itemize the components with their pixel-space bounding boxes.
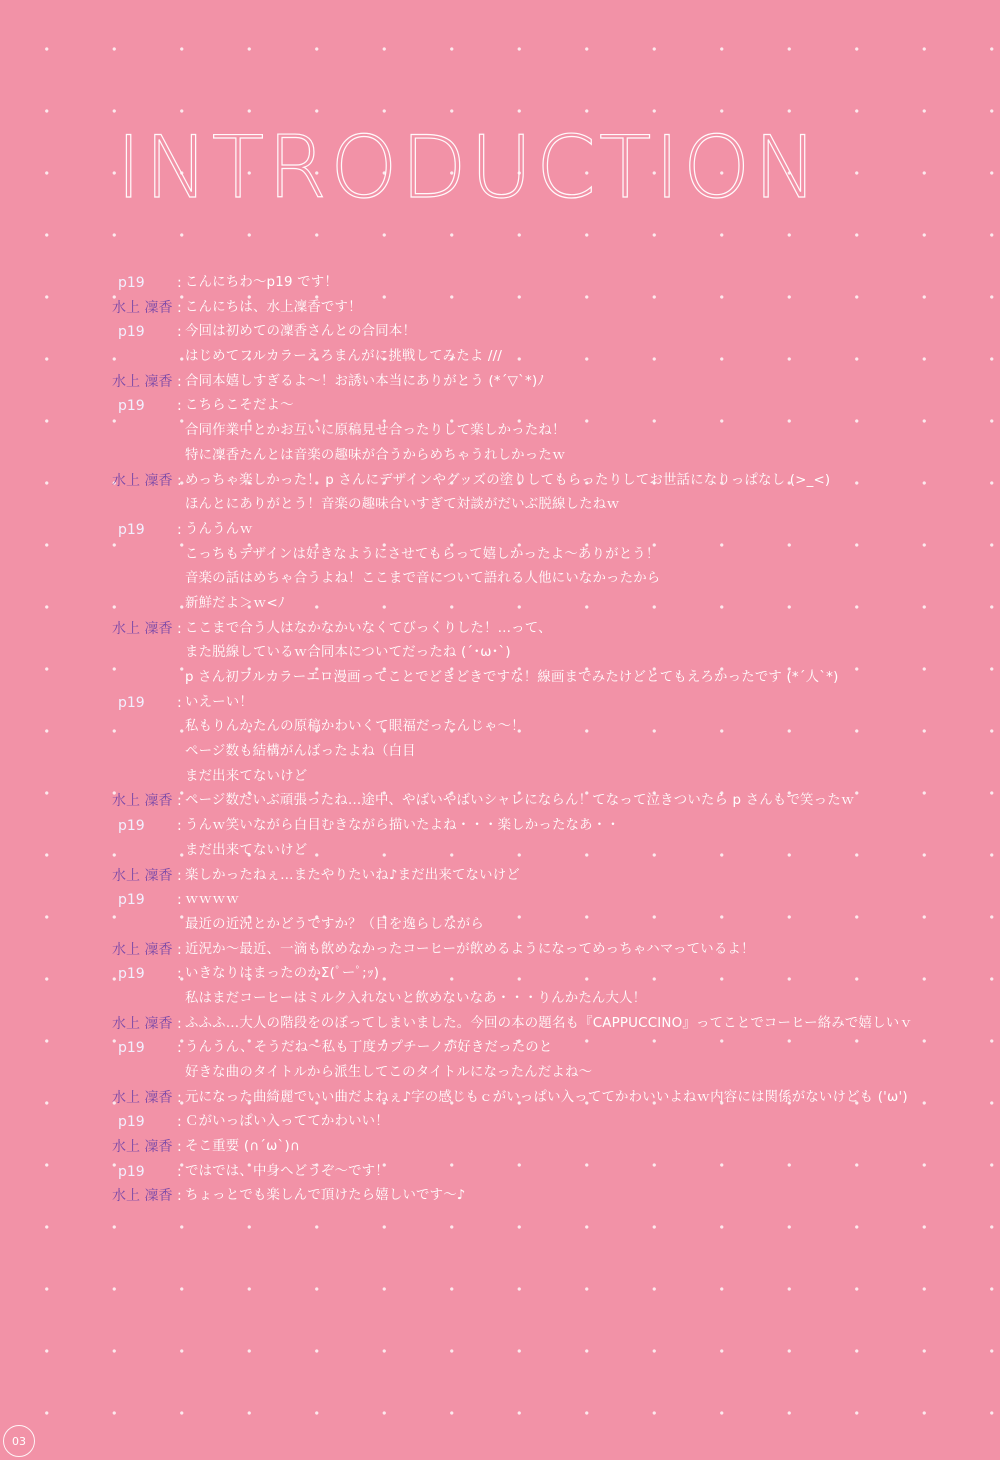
dialogue-line bbox=[112, 666, 992, 691]
dialogue-text: いえーい！ bbox=[185, 694, 253, 710]
speaker-name: 水上 凜香 bbox=[112, 299, 173, 316]
dialogue-text: こんにちわ～p19 です！ bbox=[185, 275, 338, 290]
dialogue-line bbox=[112, 938, 992, 963]
dialogue-text: めっちゃ楽しかった！ p さんにデザインやグッズの塗りしてもらったりしてお世話になりっぱなし (>_<) bbox=[185, 472, 831, 488]
speaker-colon: : bbox=[177, 521, 182, 538]
speaker-colon: : bbox=[177, 892, 182, 909]
dialogue-text: ほんとにありがとう！音楽の趣味合いすぎて対談がだいぶ脱線したねｗ bbox=[185, 497, 620, 513]
dialogue-text: まだ出来てないけど bbox=[185, 842, 308, 858]
speaker-colon: : bbox=[177, 472, 182, 489]
speaker-name: 水上 凜香 bbox=[112, 1188, 173, 1205]
dialogue-line bbox=[112, 715, 992, 740]
page-number-badge: 03 bbox=[3, 1425, 35, 1457]
dialogue-text: 新鮮だよ＞ｗ<ﾉ bbox=[185, 595, 285, 611]
dialogue-text: ｗｗｗｗ bbox=[185, 892, 240, 908]
dialogue-line bbox=[112, 493, 992, 518]
speaker-name: p19 bbox=[118, 275, 145, 291]
dialogue-text: ページ数だいぶ頑張ったね…途中、やばいやばいシャレにならん！てなって泣きついたら p さんもで笑ったｗ bbox=[185, 793, 855, 809]
dialogue-text: 私もりんかたんの原稿かわいくて眼福だったんじゃ～！ bbox=[185, 719, 525, 735]
speaker-name: 水上 凜香 bbox=[112, 1089, 173, 1106]
dialogue-line bbox=[112, 444, 992, 469]
dialogue-text: こっちもデザインは好きなようにさせてもらって嬉しかったよ～ありがとう！ bbox=[185, 546, 660, 562]
dialogue-text: 合同作業中とかお互いに原稿見せ合ったりして楽しかったね！ bbox=[185, 423, 566, 439]
dialogue-line bbox=[112, 1184, 992, 1209]
speaker-colon: : bbox=[177, 1040, 182, 1057]
dialogue-line bbox=[112, 913, 992, 938]
speaker-name: p19 bbox=[118, 324, 145, 341]
dialogue-line bbox=[112, 320, 992, 345]
dialogue-line bbox=[112, 370, 992, 395]
dialogue-text: うんうんｗ bbox=[185, 521, 253, 537]
dialogue-line bbox=[112, 271, 992, 296]
dialogue-text: うんｗ笑いながら白目むきながら描いたよね・・・楽しかったなあ・・ bbox=[185, 818, 620, 834]
dialogue-line bbox=[112, 1012, 992, 1037]
speaker-colon: : bbox=[177, 275, 182, 291]
dialogue-text: はじめてフルカラーえろまんがに挑戦してみたよ /// bbox=[185, 349, 503, 365]
dialogue-line bbox=[112, 617, 992, 642]
speaker-name: p19 bbox=[118, 398, 145, 415]
speaker-colon: : bbox=[177, 324, 182, 341]
dialogue-text: こんにちは、水上凜香です！ bbox=[185, 299, 362, 315]
speaker-colon: : bbox=[177, 1139, 182, 1156]
speaker-colon: : bbox=[177, 941, 182, 958]
dialogue-text: いきなりはまったのかΣ(ﾟーﾟ;ｯ) bbox=[185, 966, 380, 982]
dialogue-text: 音楽の話はめちゃ合うよね！ここまで音について語れる人他にいなかったから bbox=[185, 571, 661, 587]
speaker-name: 水上 凜香 bbox=[112, 1015, 173, 1032]
dialogue-line bbox=[112, 765, 992, 790]
page-title: INTRODUCTION bbox=[116, 118, 821, 218]
speaker-name: p19 bbox=[118, 1114, 145, 1131]
dialogue-line bbox=[112, 419, 992, 444]
dialogue-line bbox=[112, 814, 992, 839]
speaker-name: 水上 凜香 bbox=[112, 941, 173, 958]
speaker-colon: : bbox=[177, 1089, 182, 1106]
dialogue-text: うんうん、そうだね～私も丁度カプチーノが好きだったのと bbox=[185, 1040, 553, 1056]
speaker-colon: : bbox=[177, 818, 182, 835]
dialogue-line bbox=[112, 839, 992, 864]
dialogue-text: 近況か～最近、一滴も飲めなかったコーヒーが飲めるようになってめっちゃハマっているよ！ bbox=[185, 941, 755, 957]
dialogue-line bbox=[112, 567, 992, 592]
dialogue-line bbox=[112, 888, 992, 913]
dialogue-text: ページ数も結構がんばったよね（白目 bbox=[185, 744, 416, 760]
speaker-name: 水上 凜香 bbox=[112, 620, 173, 637]
dialogue-text: 合同本嬉しすぎるよ～！お誘い本当にありがとう (*´▽`*)ﾉ bbox=[185, 373, 545, 389]
dialogue-line bbox=[112, 543, 992, 568]
dialogue-text: Ｃがいっぱい入っててかわいい！ bbox=[185, 1114, 389, 1130]
dialogue-text: ちょっとでも楽しんで頂けたら嬉しいです～♪ bbox=[185, 1188, 466, 1204]
speaker-colon: : bbox=[177, 1015, 182, 1032]
dialogue-text: そこ重要 (∩´ω`)∩ bbox=[185, 1139, 300, 1155]
speaker-colon: : bbox=[177, 299, 182, 316]
dialogue-text: ここまで合う人はなかなかいなくてびっくりした！…って、 bbox=[185, 620, 552, 636]
speaker-name: p19 bbox=[118, 1040, 145, 1057]
dialogue-line bbox=[112, 518, 992, 543]
dialogue-list bbox=[112, 271, 992, 1209]
speaker-colon: : bbox=[177, 793, 182, 810]
speaker-name: p19 bbox=[118, 818, 145, 835]
dialogue-line bbox=[112, 864, 992, 889]
speaker-name: p19 bbox=[118, 694, 145, 711]
dialogue-line bbox=[112, 345, 992, 370]
dialogue-text: 今回は初めての凜香さんとの合同本！ bbox=[185, 324, 417, 340]
speaker-colon: : bbox=[177, 398, 182, 415]
dialogue-line bbox=[112, 592, 992, 617]
dialogue-line bbox=[112, 789, 992, 814]
dialogue-line bbox=[112, 641, 992, 666]
dialogue-line bbox=[112, 1110, 992, 1135]
dialogue-text: ではでは、中身へどうぞ～です！ bbox=[185, 1163, 389, 1179]
dialogue-text: 元になった曲綺麗でいい曲だよねぇ♪字の感じもｃがいっぱい入っててかわいいよねｗ内容には関係がないけども ('ω') bbox=[185, 1089, 908, 1105]
speaker-name: 水上 凜香 bbox=[112, 472, 173, 489]
speaker-colon: : bbox=[177, 1114, 182, 1131]
dialogue-text: また脱線しているｗ合同本についてだったね (´･ω･`) bbox=[185, 645, 511, 661]
dialogue-line bbox=[112, 469, 992, 494]
dialogue-text: 最近の近況とかどうですか？（目を逸らしながら bbox=[185, 916, 484, 932]
speaker-name: 水上 凜香 bbox=[112, 1139, 173, 1156]
dialogue-line bbox=[112, 962, 992, 987]
dialogue-text: まだ出来てないけど bbox=[185, 768, 308, 784]
speaker-name: p19 bbox=[118, 892, 145, 909]
dialogue-line bbox=[112, 394, 992, 419]
dialogue-line bbox=[112, 740, 992, 765]
dialogue-line bbox=[112, 1086, 992, 1111]
dialogue-line bbox=[112, 1061, 992, 1086]
speaker-name: 水上 凜香 bbox=[112, 867, 173, 884]
speaker-name: 水上 凜香 bbox=[112, 793, 173, 810]
speaker-colon: : bbox=[177, 867, 182, 884]
speaker-name: p19 bbox=[118, 521, 145, 538]
dialogue-text: こちらこそだよ～ bbox=[185, 398, 294, 414]
dialogue-line bbox=[112, 1160, 992, 1185]
dialogue-text: 楽しかったねぇ…またやりたいね♪まだ出来てないけど bbox=[185, 867, 520, 883]
dialogue-line bbox=[112, 987, 992, 1012]
speaker-name: p19 bbox=[118, 1163, 145, 1180]
speaker-name: 水上 凜香 bbox=[112, 373, 173, 390]
dialogue-text: 好きな曲のタイトルから派生してこのタイトルになったんだよね～ bbox=[185, 1065, 593, 1080]
dialogue-text: ふふふ…大人の階段をのぼってしまいました。今回の本の題名も『CAPPUCCINO』ってことでコーヒー絡みで嬉しいｖ bbox=[185, 1015, 913, 1031]
speaker-colon: : bbox=[177, 1163, 182, 1180]
speaker-colon: : bbox=[177, 966, 182, 983]
dialogue-line bbox=[112, 1135, 992, 1160]
speaker-colon: : bbox=[177, 620, 182, 637]
dialogue-line bbox=[112, 296, 992, 321]
speaker-colon: : bbox=[177, 694, 182, 711]
speaker-name: p19 bbox=[118, 966, 145, 983]
speaker-colon: : bbox=[177, 1188, 182, 1205]
dialogue-text: 特に凜香たんとは音楽の趣味が合うからめちゃうれしかったｗ bbox=[185, 447, 566, 463]
dialogue-text: p さん初フルカラーエロ漫画ってことでどきどきですな！線画までみたけどとてもえろかったです (*´人`*) bbox=[185, 670, 839, 685]
dialogue-line bbox=[112, 691, 992, 716]
speaker-colon: : bbox=[177, 373, 182, 390]
dialogue-line bbox=[112, 1036, 992, 1061]
dialogue-text: 私はまだコーヒーはミルク入れないと飲めないなあ・・・りんかたん大人！ bbox=[185, 990, 647, 1006]
